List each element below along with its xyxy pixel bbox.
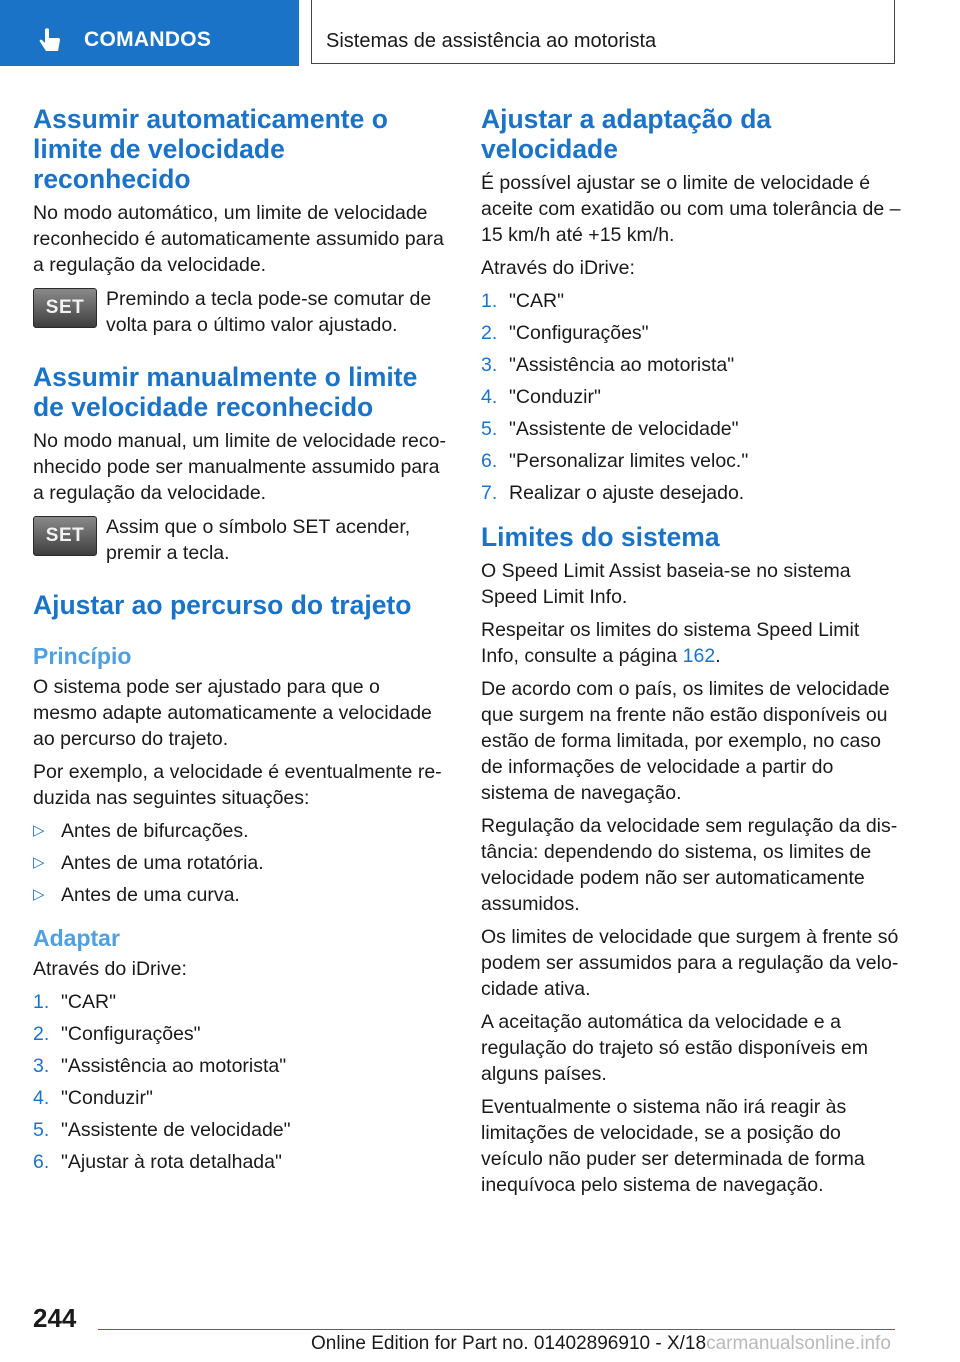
paragraph: O sistema pode ser ajustado para que o mesmo adapte automaticamente a velocidade ao percurso do trajeto. [33,676,432,750]
paragraph: Respeitar os limites do sistema Speed Limit Info, consulte a página 162. [481,619,860,667]
page-reference-link[interactable]: 162 [682,645,716,667]
list-item: ▷ Antes de bifurcações. [33,820,249,842]
triangle-bullet-icon: ▷ [33,886,45,903]
paragraph: Regulação da velocidade sem regulação da distância: dependendo do sistema, os limites de velocidade podem não ser automaticamente assumidos. [481,815,898,915]
list-item: 6. "Ajustar à rota detalhada" [33,1151,282,1173]
triangle-bullet-icon: ▷ [33,854,45,871]
set-button-instruction [33,286,448,338]
list-item: ▷ Antes de uma curva. [33,884,240,906]
watermark: carmanualsonline.info [706,1333,891,1354]
list-item: 3. "Assistência ao motorista" [33,1055,287,1077]
list-item: 2. "Configurações" [481,322,649,344]
step-list [481,288,901,506]
list-item: 3. "Assistência ao motorista" [481,354,735,376]
footer-divider [98,1329,895,1330]
paragraph: Através do iDrive: [481,257,635,279]
list-item: 2. "Configurações" [33,1023,201,1045]
subsection-title-principle: Princípio [33,643,132,669]
set-button-icon: SET [33,288,97,328]
list-item: 4. "Conduzir" [481,386,601,408]
paragraph: O Speed Limit Assist baseia-se no sistema Speed Limit Info. [481,560,851,608]
list-item: 1. "CAR" [481,290,565,312]
list-item: 5. "Assistente de velocidade" [33,1119,291,1141]
list-item: ▷ Antes de uma rotatória. [33,852,264,874]
section-title-route: Ajustar ao percurso do trajeto [33,590,412,620]
left-column [33,104,448,1181]
list-item: 6. "Personalizar limites veloc." [481,450,749,472]
paragraph: Premindo a tecla pode-se comutar de volta para o último valor ajustado. [106,288,432,336]
paragraph: A aceitação automática da velocidade e a regulação do trajeto só estão disponíveis em alguns países. [481,1011,868,1085]
paragraph: Através do iDrive: [33,958,187,980]
section-title-system-limits: Limites do sistema [481,522,720,552]
paragraph: No modo automático, um limite de velocidade reconhecido é automaticamente assumido para a regulação da velocidade. [33,202,444,276]
paragraph: Os limites de velocidade que surgem à frente só podem ser assumidos para a regulação da velocidade ativa. [481,926,899,1000]
step-list [33,989,448,1175]
hand-pointer-icon [36,26,66,56]
list-item: 1. "CAR" [33,991,117,1013]
section-title-manual-limit: Assumir manualmente o limite de velocidade reconhecido [33,362,418,422]
section-title-adaptation: Ajustar a adaptação da velocidade [481,104,772,164]
paragraph: Assim que o símbolo SET acender, premir a tecla. [106,516,411,564]
paragraph: No modo manual, um limite de velocidade reconhecido pode ser manualmente assumido para a regulação da velocidade. [33,430,446,504]
right-column [481,104,901,1205]
header-tab-label: COMANDOS [84,28,212,51]
page-number: 244 [33,1303,77,1333]
footer-edition: Online Edition for Part no. 01402896910 - X/18carmanualsonline.info [311,1333,891,1354]
subsection-title-adapt: Adaptar [33,925,120,951]
list-item: 5. "Assistente de velocidade" [481,418,739,440]
section-title-auto-limit: Assumir automaticamente o limite de velocidade reconhecido [33,104,388,194]
bullet-list [33,818,448,908]
paragraph: De acordo com o país, os limites de velocidade que surgem na frente não estão disponíveis ou estão de forma limitada, por exemplo, no caso de informações de velocidade a partir do sistema de navegação. [481,678,890,804]
list-item: 4. "Conduzir" [33,1087,153,1109]
paragraph: Por exemplo, a velocidade é eventualmente reduzida nas seguintes situações: [33,761,442,809]
set-button-icon: SET [33,516,97,556]
paragraph: Eventualmente o sistema não irá reagir às limitações de velocidade, se a posição do veículo não puder ser determinada de forma inequívoca pelo sistema de navegação. [481,1096,865,1196]
set-button-instruction [33,514,448,566]
header-section-title: Sistemas de assistência ao motorista [326,30,657,52]
header-tab [0,0,299,66]
paragraph: É possível ajustar se o limite de velocidade é aceite com exatidão ou com uma tolerância de –15 km/h até +15 km/h. [481,172,901,246]
header-section [311,0,895,64]
list-item: 7. Realizar o ajuste desejado. [481,482,745,504]
triangle-bullet-icon: ▷ [33,822,45,839]
